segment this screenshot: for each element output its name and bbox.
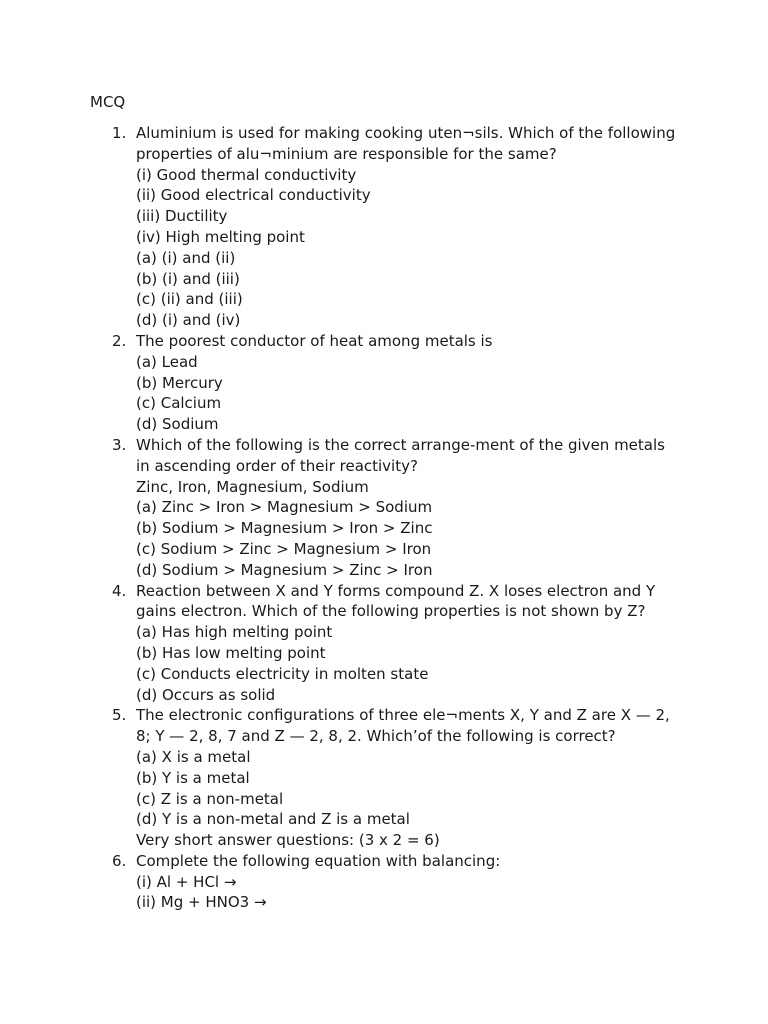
question-line: (c) Z is a non-metal bbox=[136, 789, 284, 808]
question-item bbox=[0, 581, 768, 706]
question-line: properties of alu¬minium are responsible for the same? bbox=[136, 144, 557, 163]
question-number: 1. bbox=[112, 124, 127, 142]
question-line: Very short answer questions: (3 x 2 = 6) bbox=[136, 831, 440, 850]
question-line: in ascending order of their reactivity? bbox=[136, 456, 418, 475]
question-line: gains electron. Which of the following properties is not shown by Z? bbox=[136, 602, 646, 621]
question-text: Which of the following is the correct arrange-ment of the given metals bbox=[136, 435, 665, 454]
question-list bbox=[0, 123, 768, 913]
question-number: 6. bbox=[112, 851, 127, 870]
question-line: (c) Conducts electricity in molten state bbox=[136, 664, 429, 683]
question-line: (c) (ii) and (iii) bbox=[136, 290, 243, 309]
question-line: (ii) Mg + HNO3 → bbox=[136, 893, 267, 912]
question-line: (d) Occurs as solid bbox=[136, 685, 276, 704]
question-line: Zinc, Iron, Magnesium, Sodium bbox=[136, 477, 369, 496]
question-line: (b) Sodium > Magnesium > Iron > Zinc bbox=[136, 519, 433, 538]
question-line: (i) Good thermal conductivity bbox=[136, 165, 357, 184]
question-line: (a) (i) and (ii) bbox=[136, 248, 236, 267]
question-number: 4. bbox=[112, 581, 127, 600]
question-item bbox=[0, 331, 768, 435]
question-line: (ii) Good electrical conductivity bbox=[136, 186, 371, 205]
question-text: Complete the following equation with balancing: bbox=[136, 851, 501, 870]
question-line: (b) (i) and (iii) bbox=[136, 269, 240, 288]
question-line: (b) Has low melting point bbox=[136, 643, 326, 662]
question-line: (d) (i) and (iv) bbox=[136, 311, 241, 330]
question-line: (c) Sodium > Zinc > Magnesium > Iron bbox=[136, 539, 432, 558]
question-line: (a) Zinc > Iron > Magnesium > Sodium bbox=[136, 498, 433, 517]
question-text: The electronic configurations of three ele¬ments X, Y and Z are X — 2, bbox=[136, 706, 670, 725]
question-line: (d) Sodium > Magnesium > Zinc > Iron bbox=[136, 560, 433, 579]
question-line: (b) Mercury bbox=[136, 373, 223, 392]
section-heading: MCQ bbox=[90, 93, 126, 111]
question-number: 2. bbox=[112, 331, 127, 350]
question-text: Reaction between X and Y forms compound Z. X loses electron and Y bbox=[136, 581, 656, 600]
question-item bbox=[0, 123, 768, 331]
question-line: (a) X is a metal bbox=[136, 747, 251, 766]
question-number: 3. bbox=[112, 435, 127, 454]
question-line: (i) Al + HCl → bbox=[136, 872, 237, 891]
question-line: (d) Sodium bbox=[136, 415, 219, 434]
question-line: (d) Y is a non-metal and Z is a metal bbox=[136, 810, 410, 829]
question-text: Aluminium is used for making cooking uten¬sils. Which of the following bbox=[136, 124, 676, 142]
question-line: (c) Calcium bbox=[136, 394, 222, 413]
question-line: (b) Y is a metal bbox=[136, 768, 250, 787]
question-line: (iii) Ductility bbox=[136, 207, 228, 226]
question-number: 5. bbox=[112, 706, 127, 725]
question-item bbox=[0, 705, 768, 851]
question-line: (iv) High melting point bbox=[136, 227, 305, 246]
question-line: (a) Has high melting point bbox=[136, 623, 333, 642]
question-line: 8; Y — 2, 8, 7 and Z — 2, 8, 2. Which’of the following is correct? bbox=[136, 727, 616, 746]
question-line: (a) Lead bbox=[136, 352, 198, 371]
question-text: The poorest conductor of heat among metals is bbox=[136, 331, 493, 350]
question-item bbox=[0, 435, 768, 581]
question-item bbox=[0, 851, 768, 913]
